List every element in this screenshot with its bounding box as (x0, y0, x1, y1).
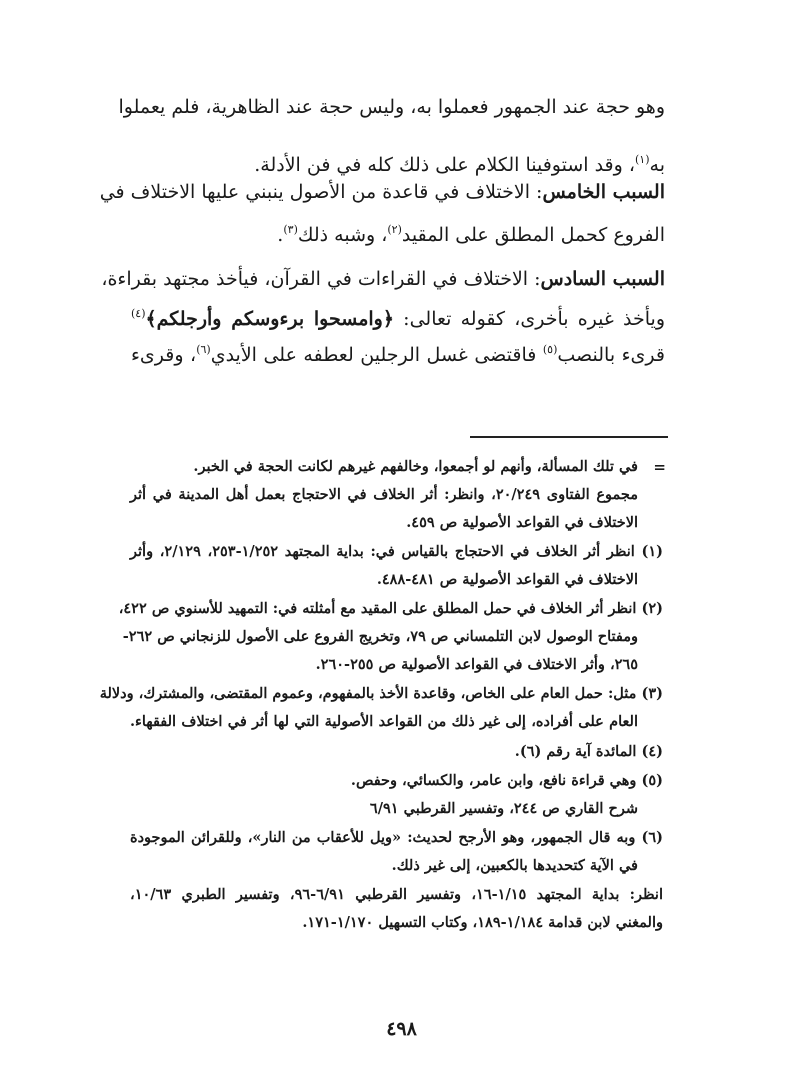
footnote-ref-1[interactable]: (١) (635, 153, 650, 166)
footnote-6-line-4: والمغني لابن قدامة ١/١٨٤-١٨٩، وكتاب التسهيل ١/١٧٠-١٧١. (302, 914, 663, 931)
body-text: : الاختلاف في قاعدة من الأصول ينبني عليها الاختلاف في (99, 181, 543, 203)
footnote-3-line-1: (٣) مثل: حمل العام على الخاص، وقاعدة الأخذ بالمفهوم، وعموم المقتضى، والمشترك، ودلالة (99, 685, 663, 702)
footnote-5-line-2: شرح القاري ص ٢٤٤، وتفسير القرطبي ٦/٩١ (369, 800, 638, 817)
footnote-ref-5[interactable]: (٥) (542, 343, 558, 356)
footnote-ref-6[interactable]: (٦) (196, 343, 211, 356)
footnote-ref-4[interactable]: (٤) (131, 307, 146, 320)
reason-six-label: السبب السادس (540, 268, 665, 290)
body-text: به (649, 154, 665, 176)
body-text: ويأخذ غيره بأخرى، كقوله تعالى: (393, 308, 665, 330)
body-text: الفروع كحمل المطلق على المقيد (401, 224, 665, 246)
footnote-ref-2[interactable]: (٢) (387, 223, 402, 236)
body-text: ، وشبه ذلك (297, 224, 388, 246)
footnote-2-line-1: (٢) انظر أثر الخلاف في حمل المطلق على المقيد مع أمثلته في: التمهيد للأسنوي ص ٤٢٢، (118, 600, 663, 617)
footnote-ref-3[interactable]: (٣) (283, 223, 298, 236)
body-text: . (277, 224, 284, 246)
footnote-3-line-2: العام على أفراده، إلى غير ذلك من القواعد الأصولية التي لها أثر في اختلاف الفقهاء. (130, 713, 638, 730)
body-text: ، وقرىء (131, 344, 197, 366)
footnote-5-line-1: (٥) وهي قراءة نافع، وابن عامر، والكسائي، وحفص. (350, 772, 663, 789)
continuation-mark: = (653, 458, 666, 476)
reason-six-line-2 (131, 305, 665, 333)
reason-six-line-3 (131, 341, 665, 369)
footnote-1-line-2: الاختلاف في القواعد الأصولية ص ٤٨١-٤٨٨. (376, 571, 638, 588)
footnote-1-line-1: (١) انظر أثر الخلاف في الاحتجاج بالقياس في: بداية المجتهد ١/٢٥٢-٢٥٣، ٢/١٢٩، وأثر (130, 543, 664, 560)
reason-five-line-1 (99, 178, 665, 206)
reason-six-line-1 (101, 265, 665, 293)
footnote-2-line-3: ٢٦٥، وأثر الاختلاف في القواعد الأصولية ص ٢٥٥-٢٦٠. (315, 656, 638, 673)
body-line-1 (118, 93, 665, 121)
body-text: فاقتضى غسل الرجلين لعطفه على الأيدي (210, 344, 543, 366)
quran-quote: ﴿وامسحوا برءوسكم وأرجلكم﴾ (145, 308, 394, 330)
body-text: : الاختلاف في القراءات في القرآن، فيأخذ مجتهد بقراءة، (101, 268, 541, 290)
footnote-continued-line-1: في تلك المسألة، وأنهم لو أجمعوا، وخالفهم غيرهم لكانت الحجة في الخبر. (193, 458, 638, 475)
reason-five-line-2 (277, 221, 665, 249)
body-text: وهو حجة عند الجمهور فعملوا به، وليس حجة عند الظاهرية، فلم يعملوا (118, 96, 665, 118)
footnote-2-line-2: ومفتاح الوصول لابن التلمساني ص ٧٩، وتخريج الفروع على الأصول للزنجاني ص ٢٦٢- (122, 628, 638, 645)
body-line-2 (254, 151, 665, 179)
footnote-4: (٤) المائدة آية رقم (٦). (514, 743, 663, 760)
body-text: قرىء بالنصب (557, 344, 665, 366)
body-text: ، وقد استوفينا الكلام على ذلك كله في فن الأدلة. (254, 154, 635, 176)
footnote-6-line-1: (٦) وبه قال الجمهور، وهو الأرجح لحديث: «ويل للأعقاب من النار»، وللقرائن الموجودة (130, 829, 663, 846)
footnote-continued-line-2: مجموع الفتاوى ٢٠/٢٤٩، وانظر: أثر الخلاف في الاحتجاج بعمل أهل المدينة في أثر (130, 486, 638, 503)
footnote-continued-line-3: الاختلاف في القواعد الأصولية ص ٤٥٩. (406, 514, 638, 531)
reason-five-label: السبب الخامس (542, 181, 665, 203)
page-number: ٤٩٨ (386, 1018, 417, 1040)
footnote-6-line-2: في الآية كتحديدها بالكعبين، إلى غير ذلك. (391, 857, 638, 874)
footnote-6-line-3: انظر: بداية المجتهد ١/١٥-١٦، وتفسير القرطبي ٦/٩١-٩٦، وتفسير الطبري ١٠/٦٣، (130, 886, 663, 903)
footnote-separator (470, 436, 668, 438)
